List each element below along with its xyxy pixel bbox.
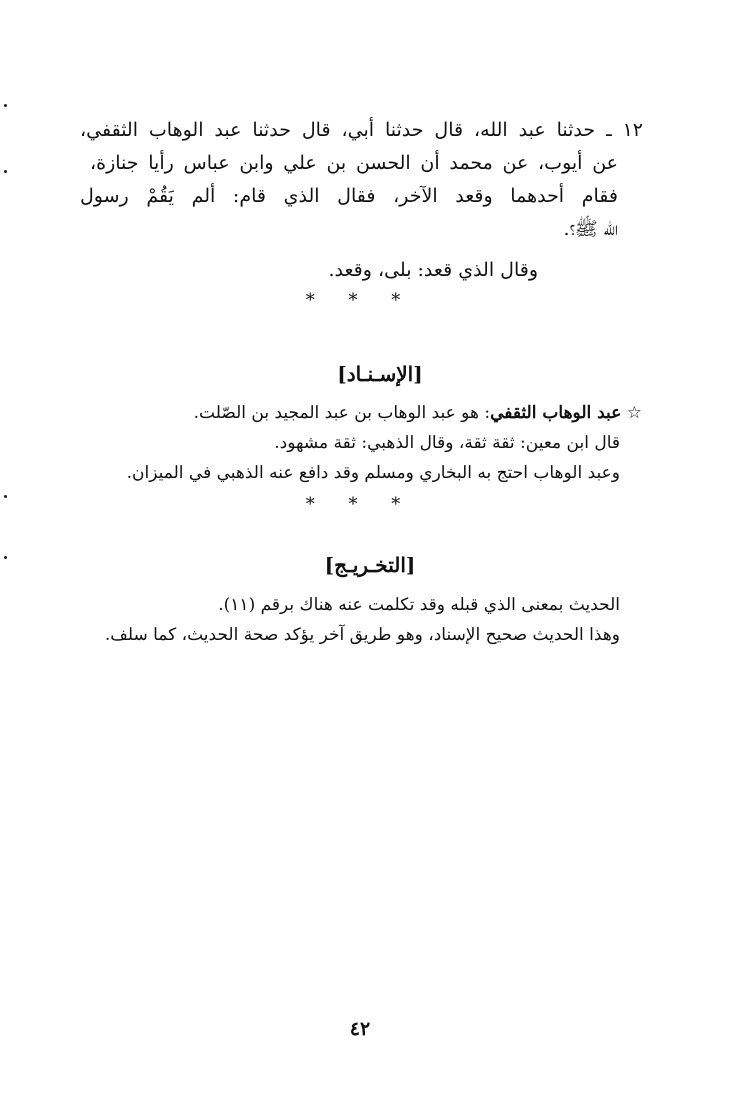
isnad-line-1 <box>194 400 642 426</box>
scan-dot <box>4 104 7 107</box>
separator-stars: * * * <box>305 290 415 311</box>
scan-dot <box>4 495 7 498</box>
hadith-line-4: الله ﷺ؟. <box>563 218 618 240</box>
narrator-name: عبد الوهاب الثقفي <box>490 403 622 423</box>
narrator-description: : هو عبد الوهاب بن عبد المجيد بن الصّلت. <box>193 403 491 423</box>
takhrij-heading: [التخـريـج] <box>324 553 416 577</box>
hadith-line-5: وقال الذي قعد: بلى، وقعد. <box>328 259 538 281</box>
isnad-line-2: قال ابن معين: ثقة ثقة، وقال الذهبي: ثقة مشهود. <box>274 433 620 453</box>
takhrij-line-1: الحديث بمعنى الذي قبله وقد تكلمت عنه هناك برقم (١١). <box>218 595 620 615</box>
page-number: ٤٢ <box>349 1018 371 1040</box>
hadith-line-3: فقام أحدهما وقعد الآخر، فقال الذي قام: ألم يَقُمْ رسول <box>80 185 618 207</box>
isnad-heading: [الإسـنـاد] <box>337 362 423 386</box>
scan-dot <box>4 170 7 173</box>
star-icon: ☆ <box>626 403 642 423</box>
isnad-line-3: وعبد الوهاب احتج به البخاري ومسلم وقد دافع عنه الذهبي في الميزان. <box>126 463 620 483</box>
hadith-line-2: عن أيوب، عن محمد أن الحسن بن علي وابن عباس رأيا جنازة، <box>90 152 618 174</box>
takhrij-line-2: وهذا الحديث صحيح الإسناد، وهو طريق آخر يؤكد صحة الحديث، كما سلف. <box>104 625 620 645</box>
separator-stars: * * * <box>305 494 415 515</box>
hadith-line-1: ١٢ ـ حدثنا عبد الله، قال حدثنا أبي، قال حدثنا عبد الوهاب الثقفي، <box>80 119 643 141</box>
scan-dot <box>4 556 7 559</box>
